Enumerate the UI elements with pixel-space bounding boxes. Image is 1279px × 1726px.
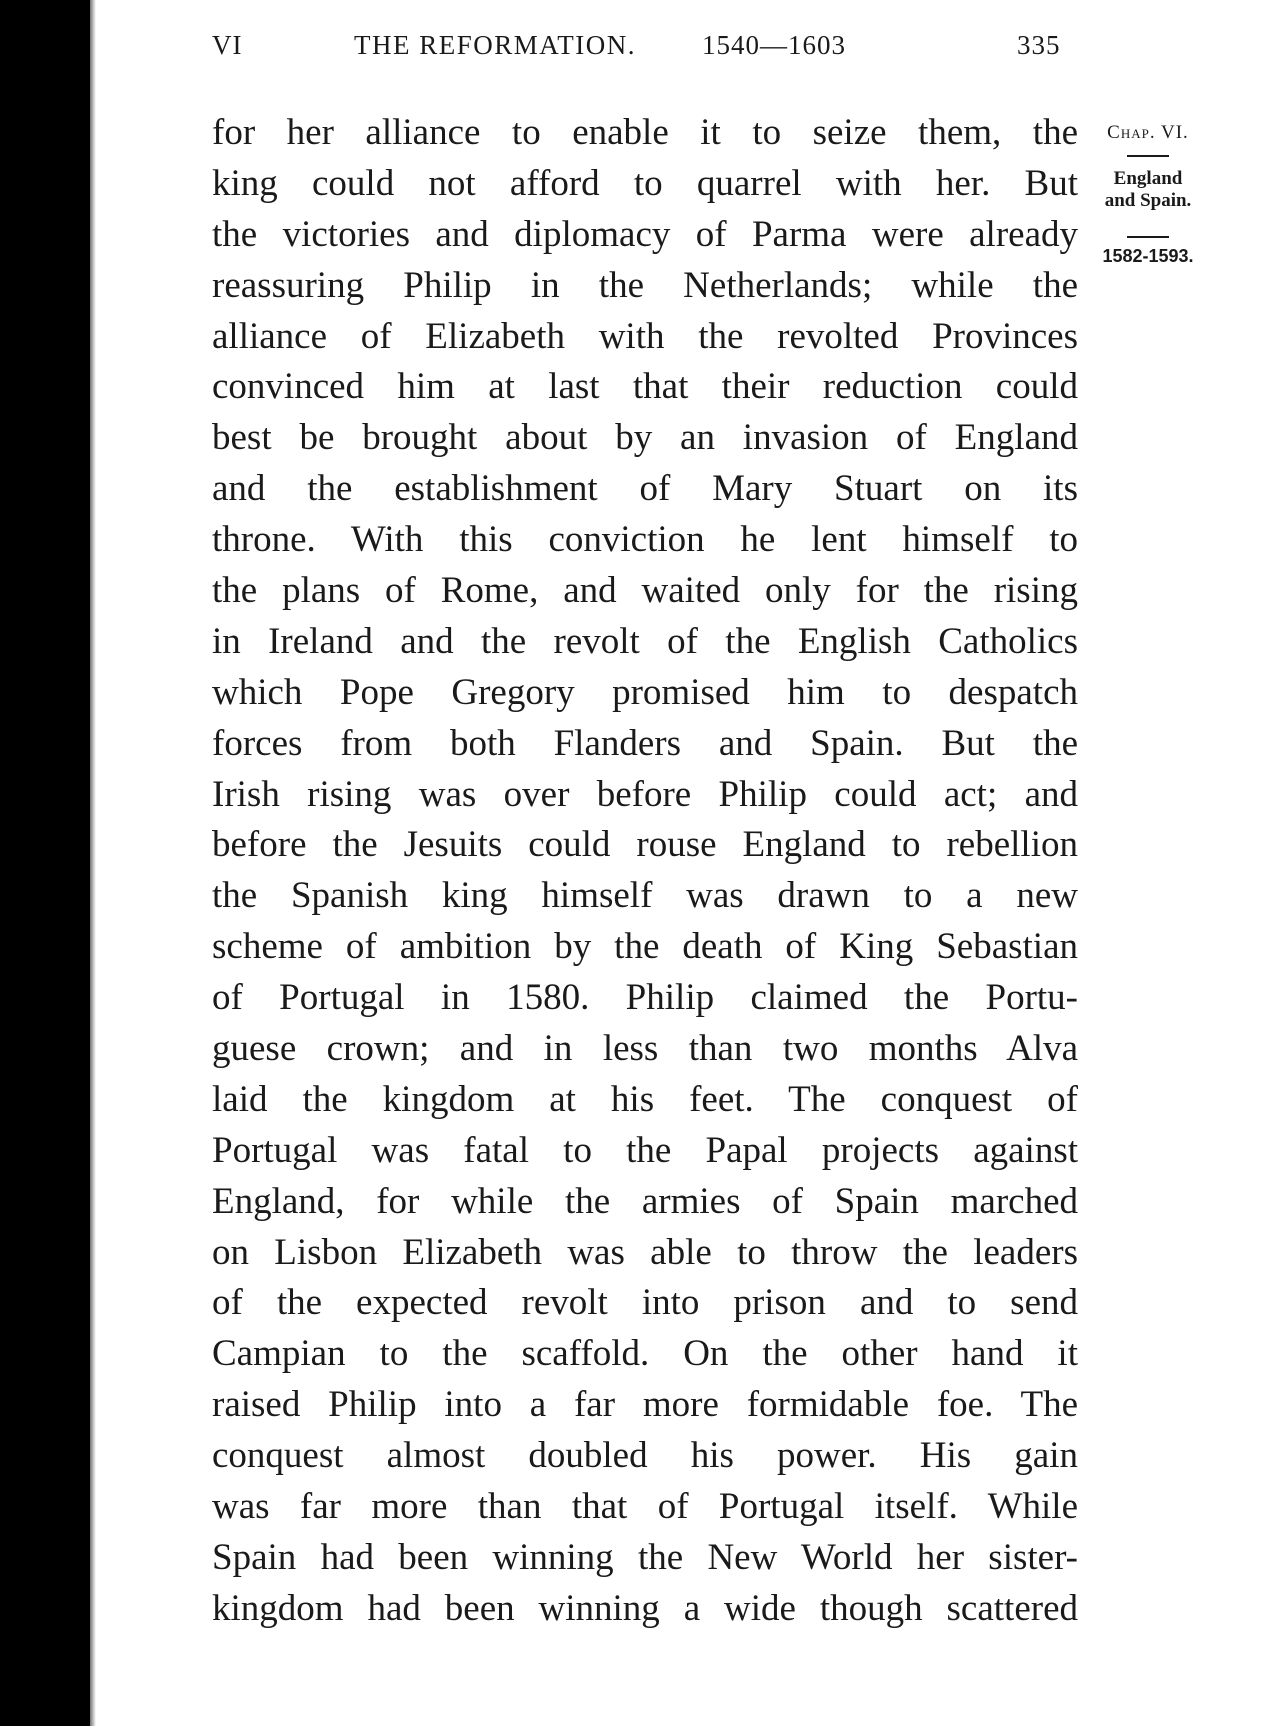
text-line: scheme of ambition by the death of King Sebastian: [212, 926, 1078, 968]
text-line: in Ireland and the revolt of the English Catholics: [212, 620, 1078, 662]
page-number: 335: [1017, 30, 1061, 60]
body-text: [212, 108, 1078, 1635]
running-head: [212, 30, 1072, 70]
text-line: was far more than that of Portugal itself. While: [212, 1486, 1078, 1528]
text-line: forces from both Flanders and Spain. But the: [212, 722, 1078, 764]
sidenote-heading: [1088, 168, 1208, 212]
text-line: alliance of Elizabeth with the revolted Provinces: [212, 315, 1078, 357]
text-line: reassuring Philip in the Netherlands; while the: [212, 264, 1078, 306]
sidenote-rule: [1127, 155, 1169, 157]
sidenote-heading-line: and Spain.: [1104, 190, 1192, 211]
text-line: conquest almost doubled his power. His gain: [212, 1435, 1078, 1477]
text-line: which Pope Gregory promised him to despatch: [212, 671, 1078, 713]
text-line: Irish rising was over before Philip could act; and: [212, 773, 1078, 815]
text-line: the victories and diplomacy of Parma were already: [212, 213, 1078, 255]
sidenote-rule: [1127, 236, 1169, 238]
text-line: convinced him at last that their reduction could: [212, 366, 1078, 408]
text-line: kingdom had been winning a wide though scattered: [212, 1587, 1078, 1629]
text-line: and the establishment of Mary Stuart on its: [212, 468, 1078, 510]
sidenote-years: 1582-1593.: [1102, 246, 1194, 266]
text-line: Campian to the scaffold. On the other hand it: [212, 1333, 1078, 1375]
binding-edge: [0, 0, 90, 1726]
text-line: of the expected revolt into prison and to send: [212, 1282, 1078, 1324]
running-head-chapter: VI: [212, 30, 243, 60]
text-line: Portugal was fatal to the Papal projects against: [212, 1129, 1078, 1171]
text-line: best be brought about by an invasion of England: [212, 417, 1078, 459]
text-line: raised Philip into a far more formidable foe. The: [212, 1384, 1078, 1426]
text-line: king could not afford to quarrel with her. But: [212, 162, 1078, 204]
sidenote-heading-line: England: [1113, 168, 1183, 189]
text-line: on Lisbon Elizabeth was able to throw the leaders: [212, 1231, 1078, 1273]
text-line: before the Jesuits could rouse England to rebellion: [212, 824, 1078, 866]
text-line: of Portugal in 1580. Philip claimed the Portu-: [212, 977, 1078, 1019]
text-line: the plans of Rome, and waited only for the rising: [212, 570, 1078, 612]
text-line: England, for while the armies of Spain marched: [212, 1180, 1078, 1222]
running-head-dates: 1540—1603: [702, 30, 846, 60]
sidenote-chapter: Chap. VI.: [1107, 122, 1189, 143]
text-line: Spain had been winning the New World her sister-: [212, 1536, 1078, 1578]
running-head-title: THE REFORMATION.: [354, 30, 637, 60]
text-line: for her alliance to enable it to seize them, the: [212, 112, 1078, 153]
text-line: laid the kingdom at his feet. The conquest of: [212, 1078, 1078, 1120]
text-line: the Spanish king himself was drawn to a new: [212, 875, 1078, 917]
text-line: guese crown; and in less than two months Alva: [212, 1028, 1078, 1070]
text-line: throne. With this conviction he lent himself to: [212, 519, 1078, 561]
